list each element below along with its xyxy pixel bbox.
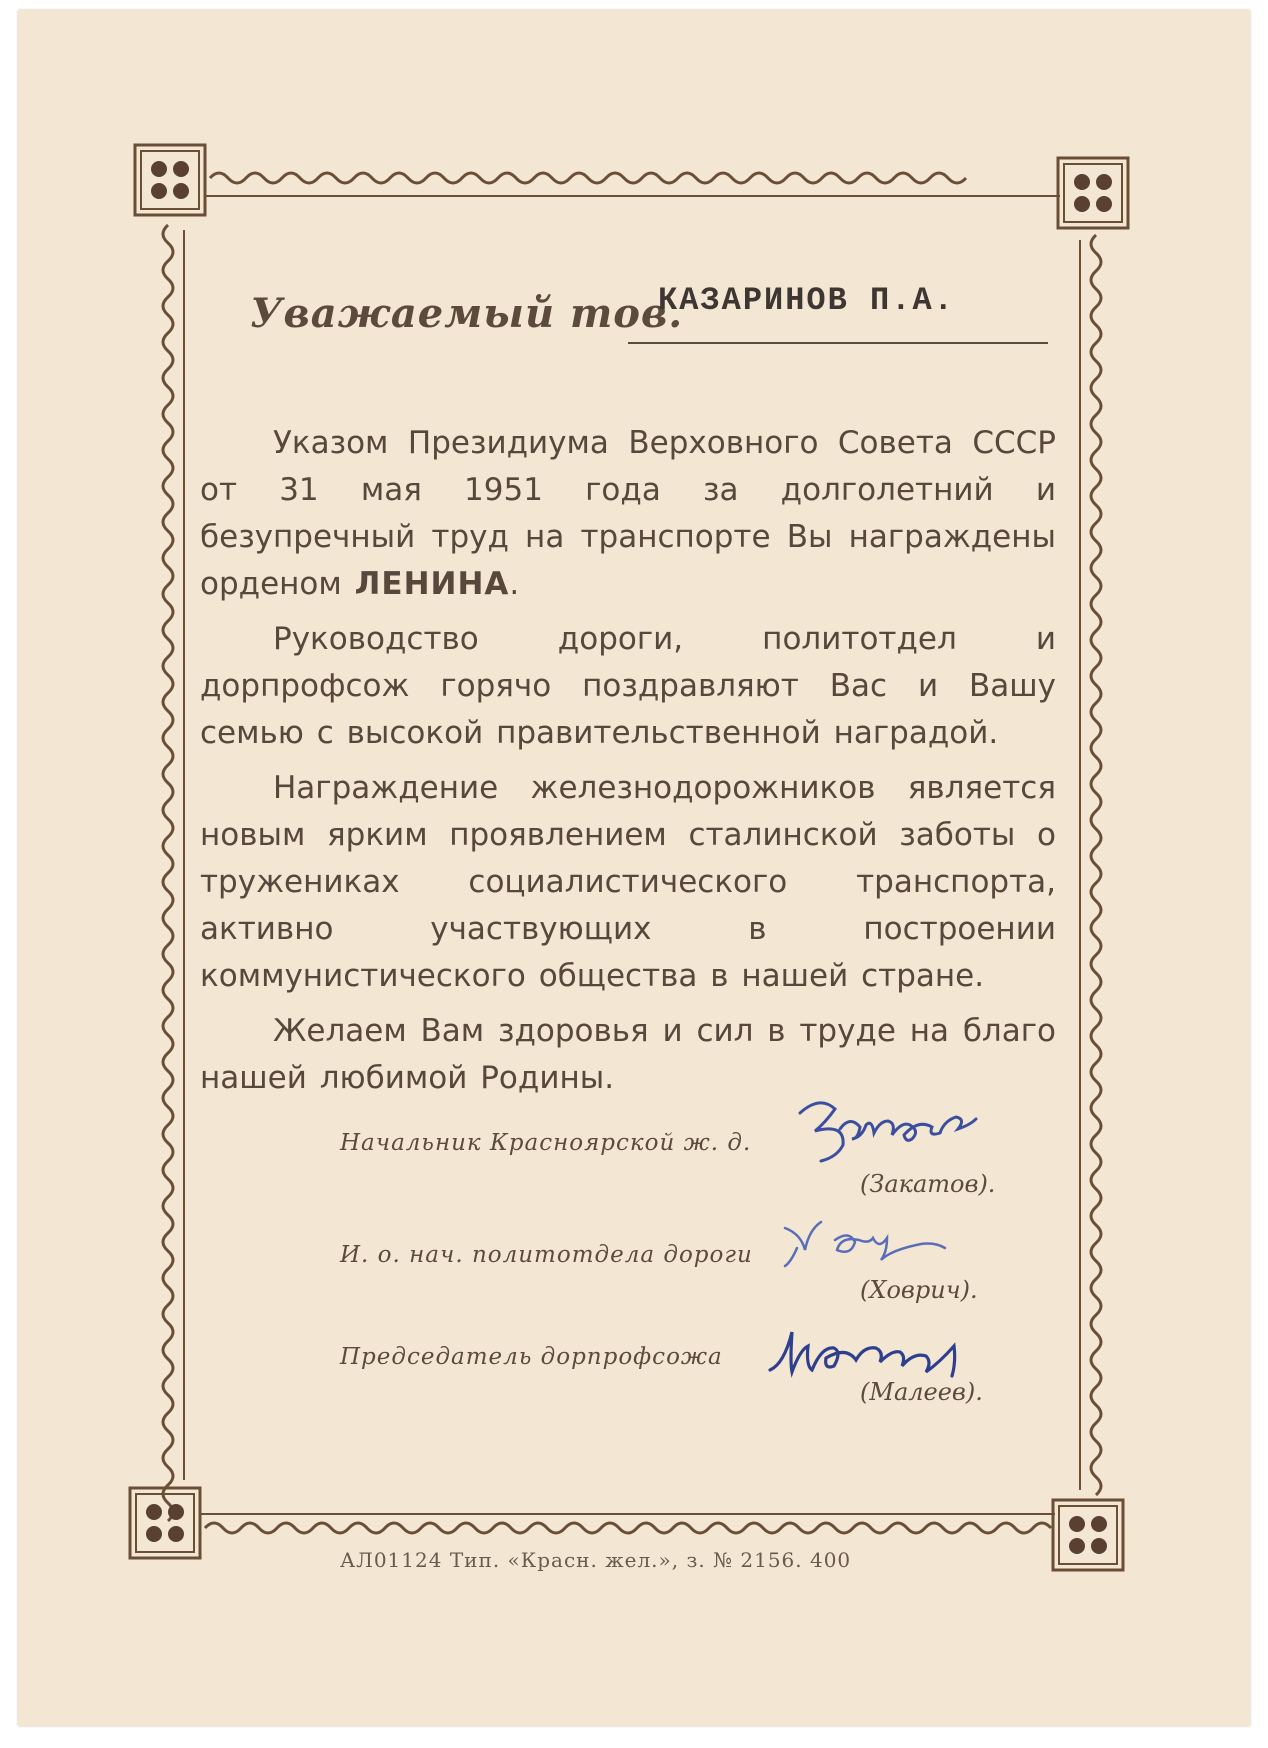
handwritten-signature-khovrich xyxy=(775,1210,995,1280)
print-imprint: АЛ01124 Тип. «Красн. жел.», з. № 2156. 400 xyxy=(340,1548,852,1572)
handwritten-signature-maleev xyxy=(760,1318,1010,1398)
wave-border-icon xyxy=(210,173,966,183)
greeting-line xyxy=(250,282,1050,337)
order-name: ЛЕНИНА xyxy=(354,566,510,602)
paragraph-award-text: Указом Президиума Верховного Совета СССР от 31 мая 1951 года за долголетний и безупречный труд на транспорте Вы награждены орденом xyxy=(200,425,1056,602)
corner-ornament-icon xyxy=(1058,158,1128,228)
corner-ornament-icon xyxy=(1053,1500,1123,1570)
wave-border-icon xyxy=(163,225,173,1521)
paragraph-wishes: Желаем Вам здоровья и сил в труде на благо нашей любимой Родины. xyxy=(200,1013,1056,1096)
signatory-title: Начальник Красноярской ж. д. xyxy=(340,1130,752,1156)
paragraph-award-end: . xyxy=(509,566,520,602)
recipient-underline xyxy=(628,342,1048,344)
paragraph-recognition: Награждение железнодорожников является новым ярким проявлением сталинской заботы о тружениках социалистического транспорта, активно участвующих в построении коммунистического общества в нашей стране. xyxy=(200,770,1056,994)
signatory-name: (Малеев). xyxy=(860,1378,983,1406)
wave-border-icon xyxy=(1091,235,1101,1495)
wave-border-icon xyxy=(205,1523,1051,1533)
paragraph-award xyxy=(200,420,1056,608)
paragraph-congratulations: Руководство дороги, политотдел и дорпрофсож горячо поздравляют Вас и Вашу семью с высокой правительственной наградой. xyxy=(200,621,1056,751)
signatory-title: И. о. нач. политотдела дороги xyxy=(340,1242,753,1268)
recipient-name: КАЗАРИНОВ П.А. xyxy=(658,282,955,319)
signatory-name: (Закатов). xyxy=(860,1170,996,1198)
corner-ornament-icon xyxy=(135,145,205,215)
signatory-title: Председатель дорпрофсожа xyxy=(340,1344,723,1370)
greeting-salutation: Уважаемый тов. xyxy=(250,290,684,337)
signatory-name: (Ховрич). xyxy=(860,1276,978,1304)
handwritten-signature-zakatov xyxy=(780,1085,1040,1175)
certificate-body xyxy=(200,420,1056,1110)
